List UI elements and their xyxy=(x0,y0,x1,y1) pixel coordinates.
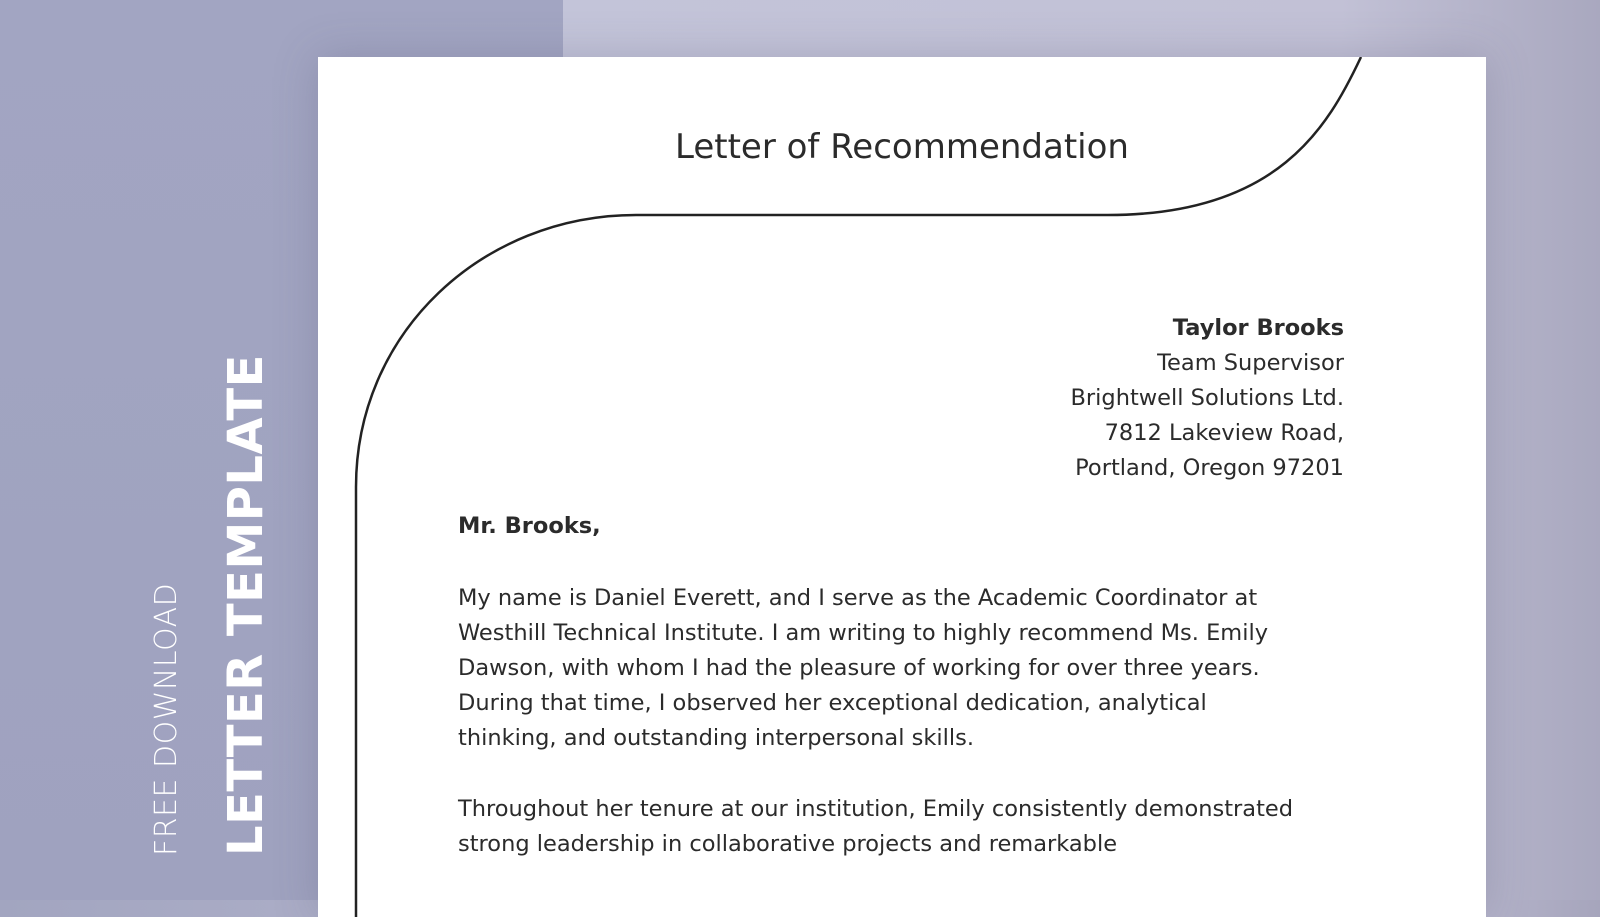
free-download-label: FREE DOWNLOAD xyxy=(149,582,184,856)
paragraph-line: Westhill Technical Institute. I am writing to highly recommend Ms. Emily xyxy=(458,620,1269,646)
paragraph-line: My name is Daniel Everett, and I serve as the Academic Coordinator at xyxy=(458,585,1258,611)
decorative-curve-line xyxy=(318,57,1486,917)
sender-block xyxy=(1070,311,1344,486)
sender-position: Team Supervisor xyxy=(1157,350,1344,376)
sender-city: Portland, Oregon 97201 xyxy=(1075,455,1344,481)
paragraph-line: Dawson, with whom I had the pleasure of working for over three years. xyxy=(458,655,1260,681)
letter-page xyxy=(318,57,1486,917)
letter-template-label: LETTER TEMPLATE xyxy=(218,354,274,856)
sender-name: Taylor Brooks xyxy=(1172,315,1344,341)
paragraph-line: strong leadership in collaborative projects and remarkable xyxy=(458,831,1118,857)
paragraph-line: Throughout her tenure at our institution, Emily consistently demonstrated xyxy=(458,796,1294,822)
paragraph-line: thinking, and outstanding interpersonal skills. xyxy=(458,725,974,751)
body-paragraph xyxy=(458,581,1338,756)
paragraph-line: During that time, I observed her exceptional dedication, analytical xyxy=(458,690,1207,716)
sender-street: 7812 Lakeview Road, xyxy=(1104,420,1344,446)
body-paragraph xyxy=(458,792,1338,862)
salutation: Mr. Brooks, xyxy=(458,513,601,539)
sender-company: Brightwell Solutions Ltd. xyxy=(1070,385,1344,411)
letter-title: Letter of Recommendation xyxy=(675,127,1129,167)
